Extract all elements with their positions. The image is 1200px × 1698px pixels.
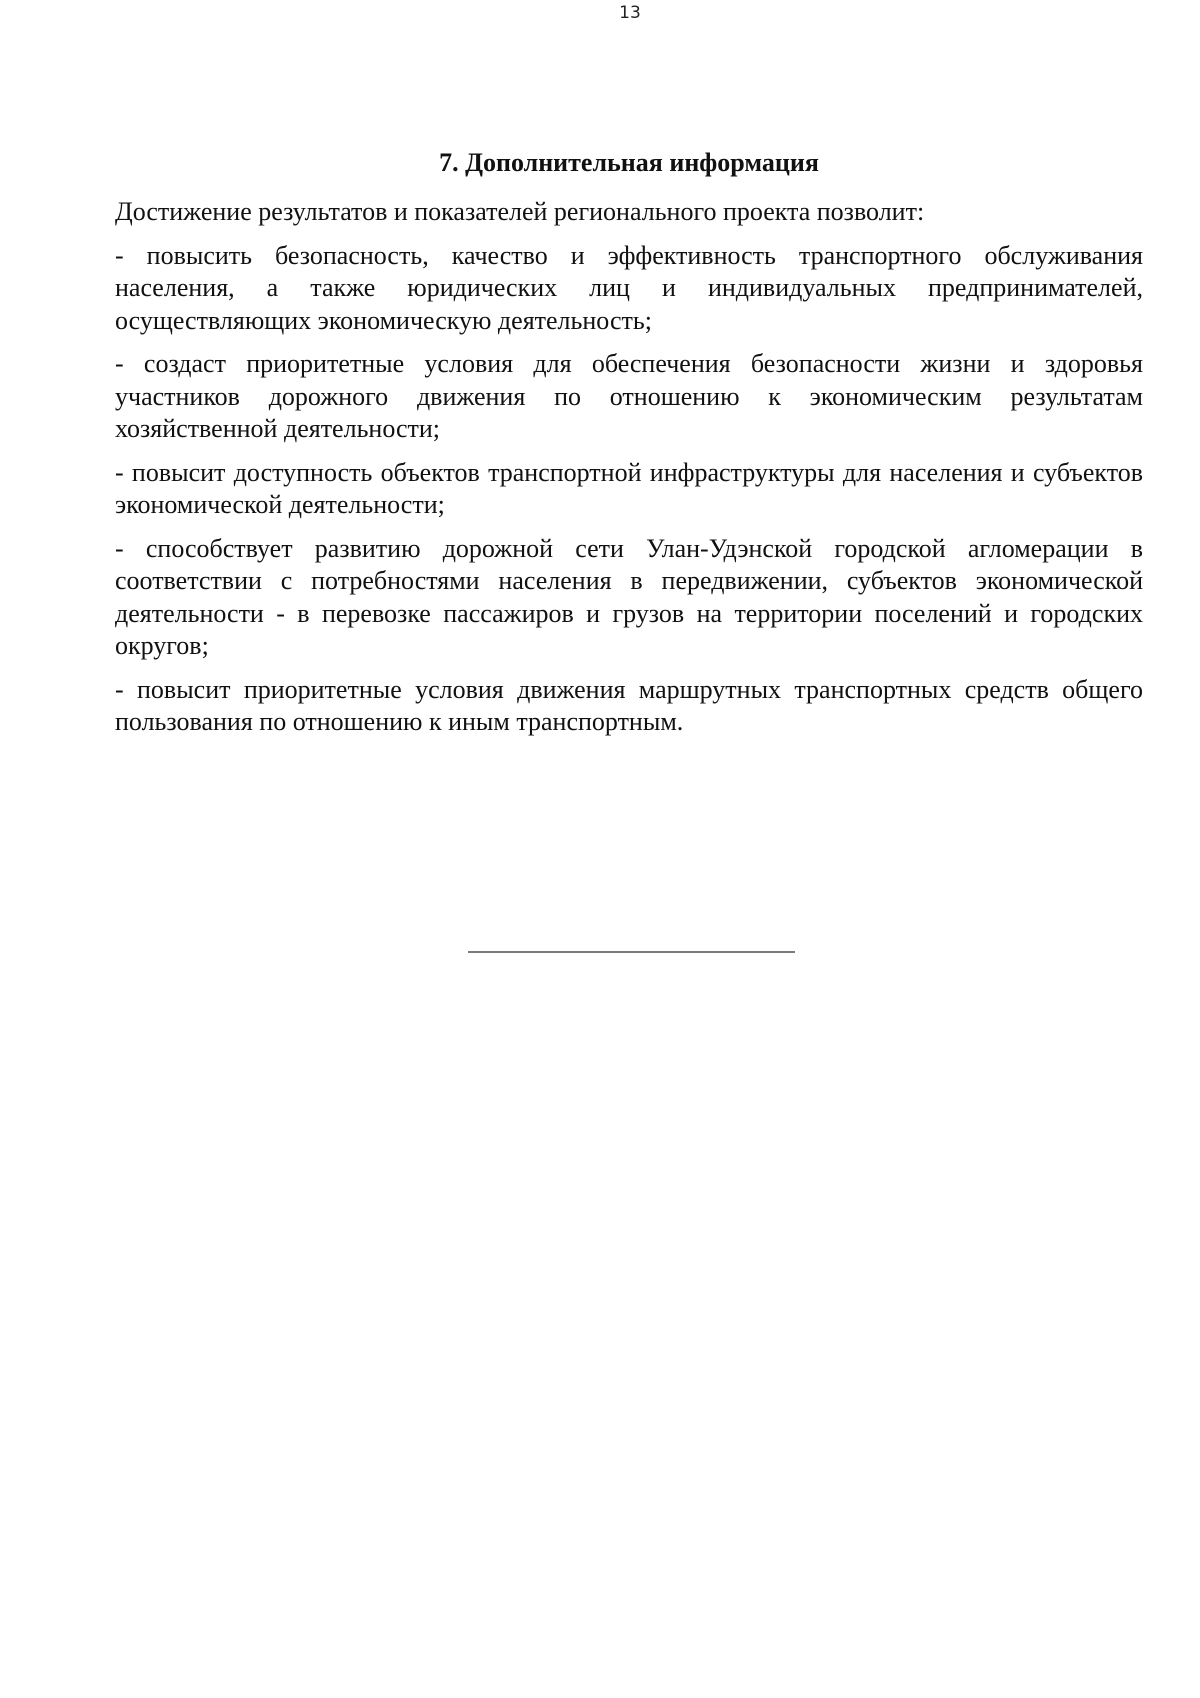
list-item: - способствует развитию дорожной сети Улан-Удэнской городской агломерации в соответствии с потребностями населения в передвижении, субъектов экономической деятельности - в перевозке пассажиров и грузов на территории поселений и городских округов; bbox=[115, 533, 1143, 660]
document-body bbox=[115, 146, 1143, 750]
list-item: - создаст приоритетные условия для обеспечения безопасности жизни и здоровья участников дорожного движения по отношению к экономическим результатам хозяйственной деятельности; bbox=[115, 349, 1143, 443]
intro-paragraph: Достижение результатов и показателей регионального проекта позволит: bbox=[115, 197, 925, 226]
end-separator-line bbox=[468, 951, 795, 953]
section-title: 7. Дополнительная информация bbox=[439, 148, 819, 177]
list-item: - повысить безопасность, качество и эффективность транспортного обслуживания населения, а также юридических лиц и индивидуальных предпринимателей, осуществляющих экономическую деятельность; bbox=[115, 240, 1143, 335]
list-item: - повысит приоритетные условия движения маршрутных транспортных средств общего пользования по отношению к иным транспортным. bbox=[115, 674, 1143, 736]
page-number: 13 bbox=[619, 3, 641, 23]
list-item: - повысит доступность объектов транспортной инфраструктуры для населения и субъектов экономической деятельности; bbox=[115, 457, 1143, 519]
